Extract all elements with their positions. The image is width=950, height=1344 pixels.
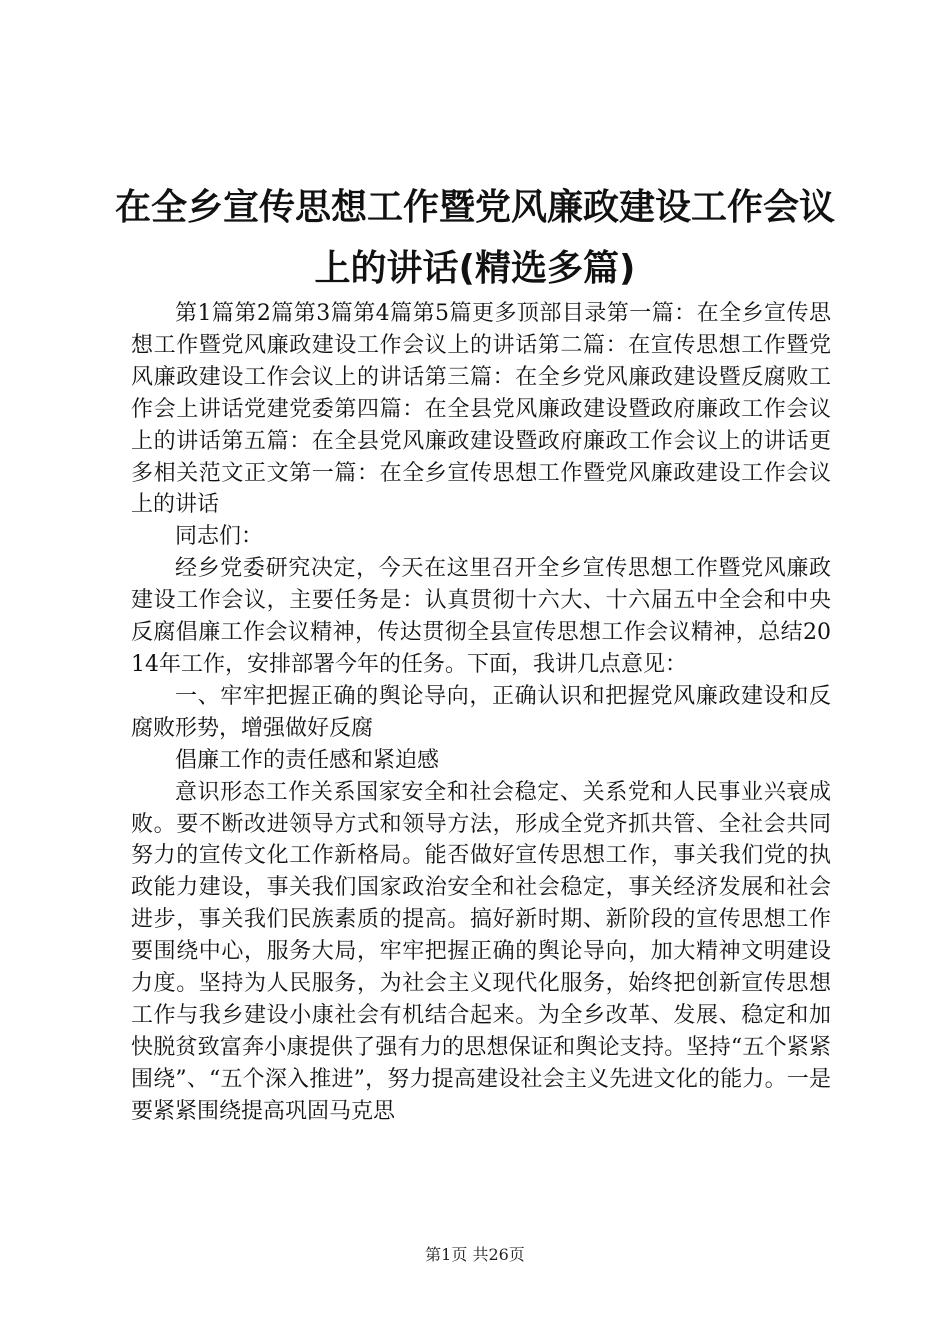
table-of-contents-paragraph: 第1篇第2篇第3篇第4篇第5篇更多顶部目录第一篇：在全乡宣传思想工作暨党风廉政建设工作会议上的讲话第二篇：在宣传思想工作暨党风廉政建设工作会议上的讲话第三篇：在全乡党风廉政建设暨反腐败工作会上讲话党建党委第四篇：在全县党风廉政建设暨政府廉政工作会议上的讲话第五篇：在全县党风廉政建设暨政府廉政工作会议上的讲话更多相关范文正文第一篇：在全乡宣传思想工作暨党风廉政建设工作会议上的讲话 <box>131 301 831 518</box>
intro-paragraph: 经乡党委研究决定，今天在这里召开全乡宣传思想工作暨党风廉政建设工作会议，主要任务是：认真贯彻十六大、十六届五中全会和中央反腐倡廉工作会议精神，传达贯彻全县宣传思想工作会议精神，总结2014年工作，安排部署今年的任务。下面，我讲几点意见： <box>131 556 831 677</box>
body-paragraph: 意识形态工作关系国家安全和社会稳定、关系党和人民事业兴衰成败。要不断改进领导方式和领导方法，形成全党齐抓共管、全社会共同努力的宣传文化工作新格局。能否做好宣传思想工作，事关我们党的执政能力建设，事关我们国家政治安全和社会稳定，事关经济发展和社会进步，事关我们民族素质的提高。搞好新时期、新阶段的宣传思想工作要围绕中心，服务大局，牢牢把握正确的舆论导向，加大精神文明建设力度。坚持为人民服务，为社会主义现代化服务，始终把创新宣传思想工作与我乡建设小康社会有机结合起来。为全乡改革、发展、稳定和加快脱贫致富奔小康提供了强有力的思想保证和舆论支持。坚持“五个紧紧围绕”、“五个深入推进”，努力提高建设社会主义先进文化的能力。一是要紧紧围绕提高巩固马克思 <box>131 779 831 1124</box>
section-heading-1-continued: 倡廉工作的责任感和紧迫感 <box>175 747 440 773</box>
document-title-line-2: 上的讲话(精选多篇) <box>314 248 636 289</box>
section-heading-1: 一、牢牢把握正确的舆论导向，正确认识和把握党风廉政建设和反腐败形势，增强做好反腐 <box>131 683 831 741</box>
salutation: 同志们： <box>175 524 264 550</box>
document-title-line-1: 在全乡宣传思想工作暨党风廉政建设工作会议 <box>114 187 835 228</box>
page-number-footer: 第1页 共26页 <box>425 1245 525 1264</box>
document-body <box>131 298 831 1128</box>
